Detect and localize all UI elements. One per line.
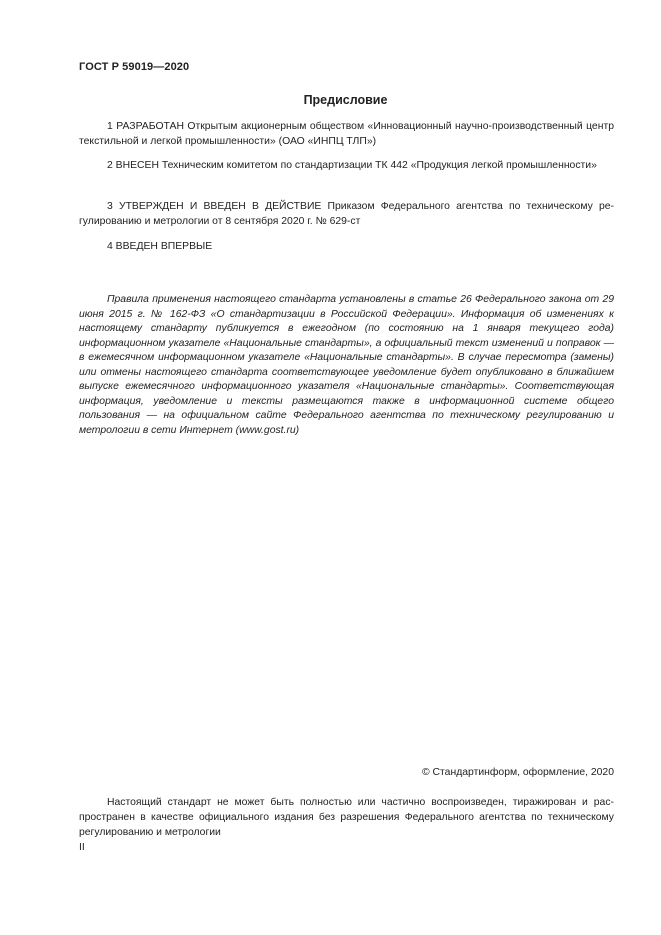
copyright-line: © Стандартинформ, оформление, 2020	[421, 767, 614, 778]
standard-code: ГОСТ Р 59019—2020	[79, 61, 190, 73]
foreword-item-approved: 3 УТВЕРЖДЕН И ВВЕДЕН В ДЕЙСТВИЕ Приказом Федерального агентства по техническому регулированию и метрологии от 8 сентября 2020 г. № 629-ст	[79, 201, 614, 227]
reproduction-restriction: Настоящий стандарт не может быть полностью или частично воспроизведен, тиражирован и распространен в качестве официального издания без разрешения Федерального агентства по техническому регулированию и метрологии	[79, 797, 614, 838]
foreword-item-introduced: 4 ВВЕДЕН ВПЕРВЫЕ	[107, 241, 213, 252]
application-rules-notice: Правила применения настоящего стандарта установлены в статье 26 Федерального закона от 29 июня 2015 г. № 162-ФЗ «О стандартизации в Российской Федерации». Информация об изменениях к настоящему стандарту публикуется в ежегодном (по состоянию на 1 января текущего года) информационном указателе «Национальные стандарты», а официальный текст изменений и поправок — в ежемесячном информационном указателе «Национальные стандарты». В случае пересмотра (замены) или отмены настоящего стандарта соответствующее уведомление будет опубликовано в ближайшем выпуске ежемесячного информационного указателя «Национальные стандарты». Соответствующая информация, уведомление и тексты размещаются также в информационной системе общего пользования — на официальном сайте Федерального агентства по техническому регулированию и метрологии в сети Интернет (www.gost.ru)	[79, 294, 614, 436]
foreword-item-developed: 1 РАЗРАБОТАН Открытым акционерным обществом «Инновационный научно-производственный центр текстильной и легкой промышленности» (ОАО «ИНПЦ ТЛП»)	[79, 121, 614, 147]
page-number: II	[79, 842, 85, 853]
page-title: Предисловие	[303, 93, 388, 107]
foreword-item-submitted: 2 ВНЕСЕН Техническим комитетом по стандартизации ТК 442 «Продукция легкой промышленности»	[107, 160, 597, 171]
